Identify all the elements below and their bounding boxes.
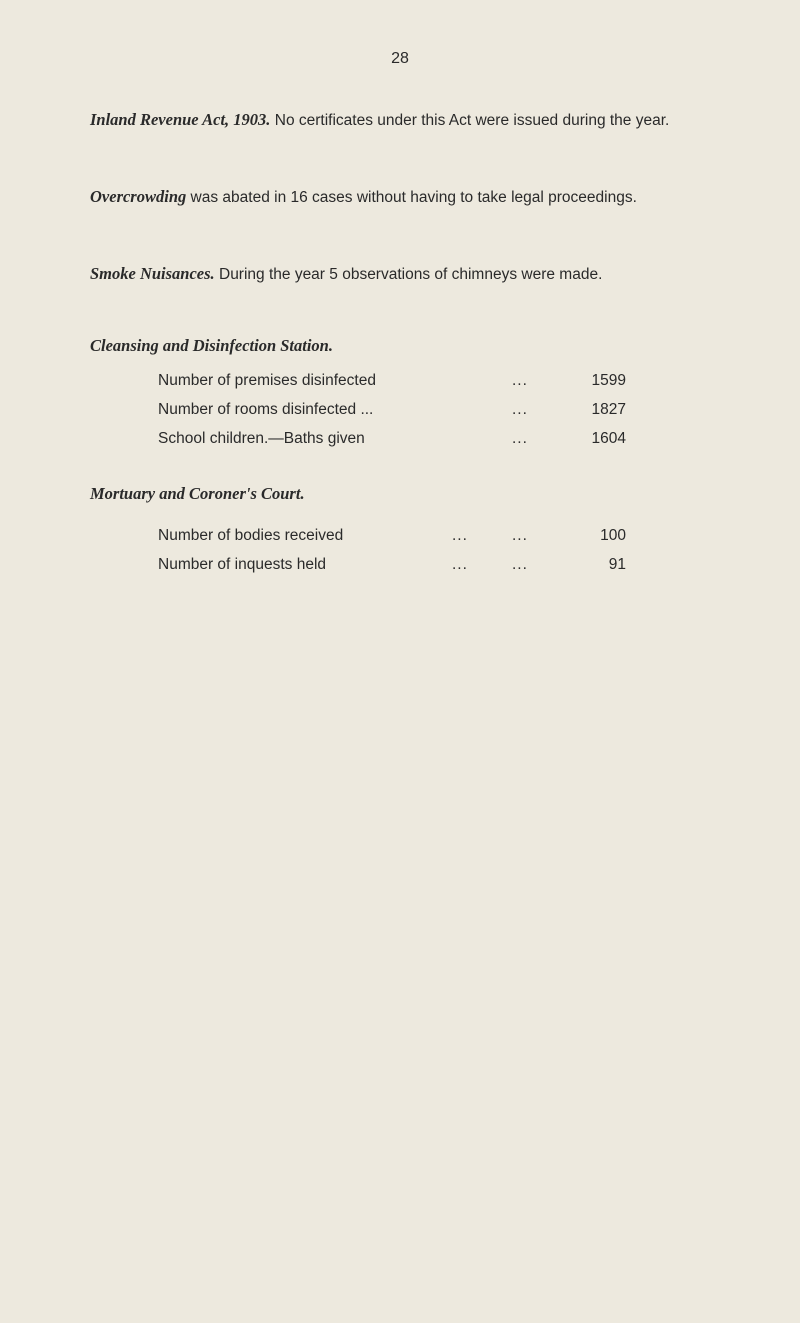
cleansing-heading: Cleansing and Disinfection Station. — [90, 336, 333, 355]
inland-revenue-paragraph — [60, 104, 724, 137]
row-label: School children.—Baths given — [158, 430, 365, 447]
row-label: Number of bodies received — [158, 527, 344, 544]
leader-dots: ... — [512, 401, 528, 418]
smoke-nuisances-title: Smoke Nuisances. — [90, 264, 215, 283]
leader-dots: ... — [512, 556, 528, 573]
mortuary-heading: Mortuary and Coroner's Court. — [90, 484, 305, 503]
row-value: 91 — [608, 556, 626, 573]
smoke-nuisances-text: During the year 5 observations of chimneys were made. — [214, 266, 603, 283]
row-label: Number of inquests held — [158, 556, 327, 573]
row-label: Number of premises disinfected — [158, 372, 376, 389]
leader-dots: ... — [512, 372, 528, 389]
inland-revenue-text: No certificates under this Act were issued during the year. — [270, 112, 670, 129]
row-label: Number of rooms disinfected ... — [158, 401, 374, 418]
table-row — [0, 401, 800, 427]
table-row — [0, 556, 800, 582]
leader-dots: ... — [512, 527, 528, 544]
leader-dots: ... — [512, 430, 528, 447]
overcrowding-text: was abated in 16 cases without having to take legal proceedings. — [186, 189, 637, 206]
smoke-nuisances-paragraph — [60, 258, 724, 291]
overcrowding-paragraph — [60, 181, 724, 214]
row-value: 1599 — [591, 372, 626, 389]
row-value: 1604 — [591, 430, 626, 447]
inland-revenue-title: Inland Revenue Act, 1903. — [90, 110, 271, 129]
table-row — [0, 430, 800, 456]
table-row — [0, 527, 800, 553]
table-row — [0, 372, 800, 398]
leader-dots: ... — [452, 527, 468, 544]
page-number: 28 — [391, 50, 409, 67]
row-value: 1827 — [591, 401, 626, 418]
row-value: 100 — [600, 527, 626, 544]
leader-dots: ... — [452, 556, 468, 573]
overcrowding-title: Overcrowding — [90, 187, 187, 206]
